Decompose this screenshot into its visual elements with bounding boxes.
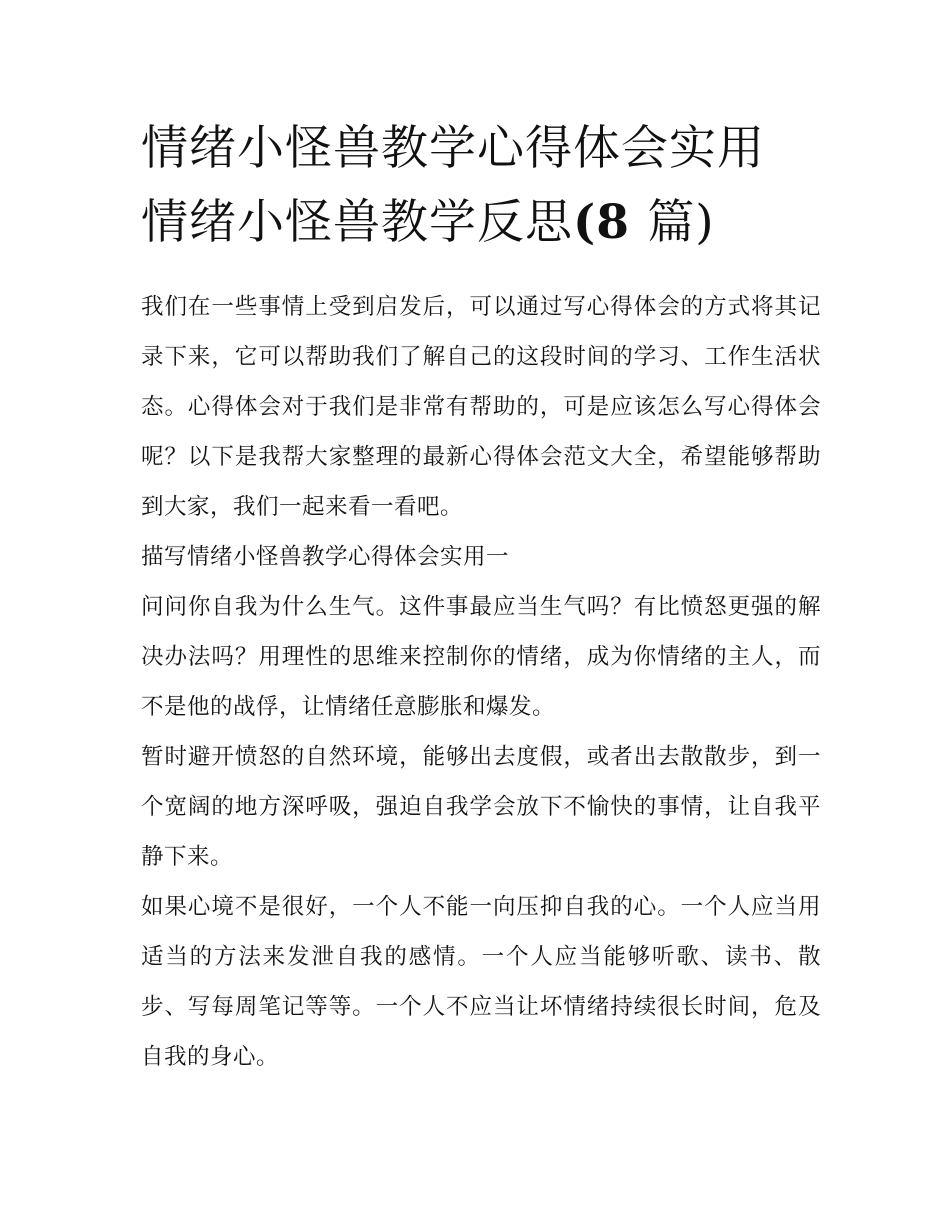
body-paragraph: 暂时避开愤怒的自然环境，能够出去度假，或者出去散散步，到一个宽阔的地方深呼吸，强迫自我学会放下不愉快的事情，让自我平静下来。 <box>141 744 821 870</box>
document-body <box>141 282 821 1082</box>
section-heading: 描写情绪小怪兽教学心得体会实用一 <box>141 544 510 570</box>
title-count: (8 <box>573 195 648 250</box>
title-count-suffix: 篇) <box>647 195 715 250</box>
document-title <box>141 112 821 260</box>
document-page <box>141 112 821 1082</box>
title-line-2: 情绪小怪兽教学反思 <box>141 195 573 250</box>
body-paragraph: 如果心境不是很好，一个人不能一向压抑自我的心。一个人应当用适当的方法来发泄自我的感情。一个人应当能够听歌、读书、散步、写每周笔记等等。一个人不应当让坏情绪持续很长时间，危及自我的身心。 <box>141 894 821 1070</box>
body-paragraph: 问问你自我为什么生气。这件事最应当生气吗？有比愤怒更强的解决办法吗？用理性的思维来控制你的情绪，成为你情绪的主人，而不是他的战俘，让情绪任意膨胀和爆发。 <box>141 594 821 720</box>
intro-paragraph: 我们在一些事情上受到启发后，可以通过写心得体会的方式将其记录下来，它可以帮助我们了解自己的这段时间的学习、工作生活状态。心得体会对于我们是非常有帮助的，可是应该怎么写心得体会呢？以下是我帮大家整理的最新心得体会范文大全，希望能够帮助到大家，我们一起来看一看吧。 <box>141 294 821 520</box>
title-line-1: 情绪小怪兽教学心得体会实用 <box>141 121 765 176</box>
